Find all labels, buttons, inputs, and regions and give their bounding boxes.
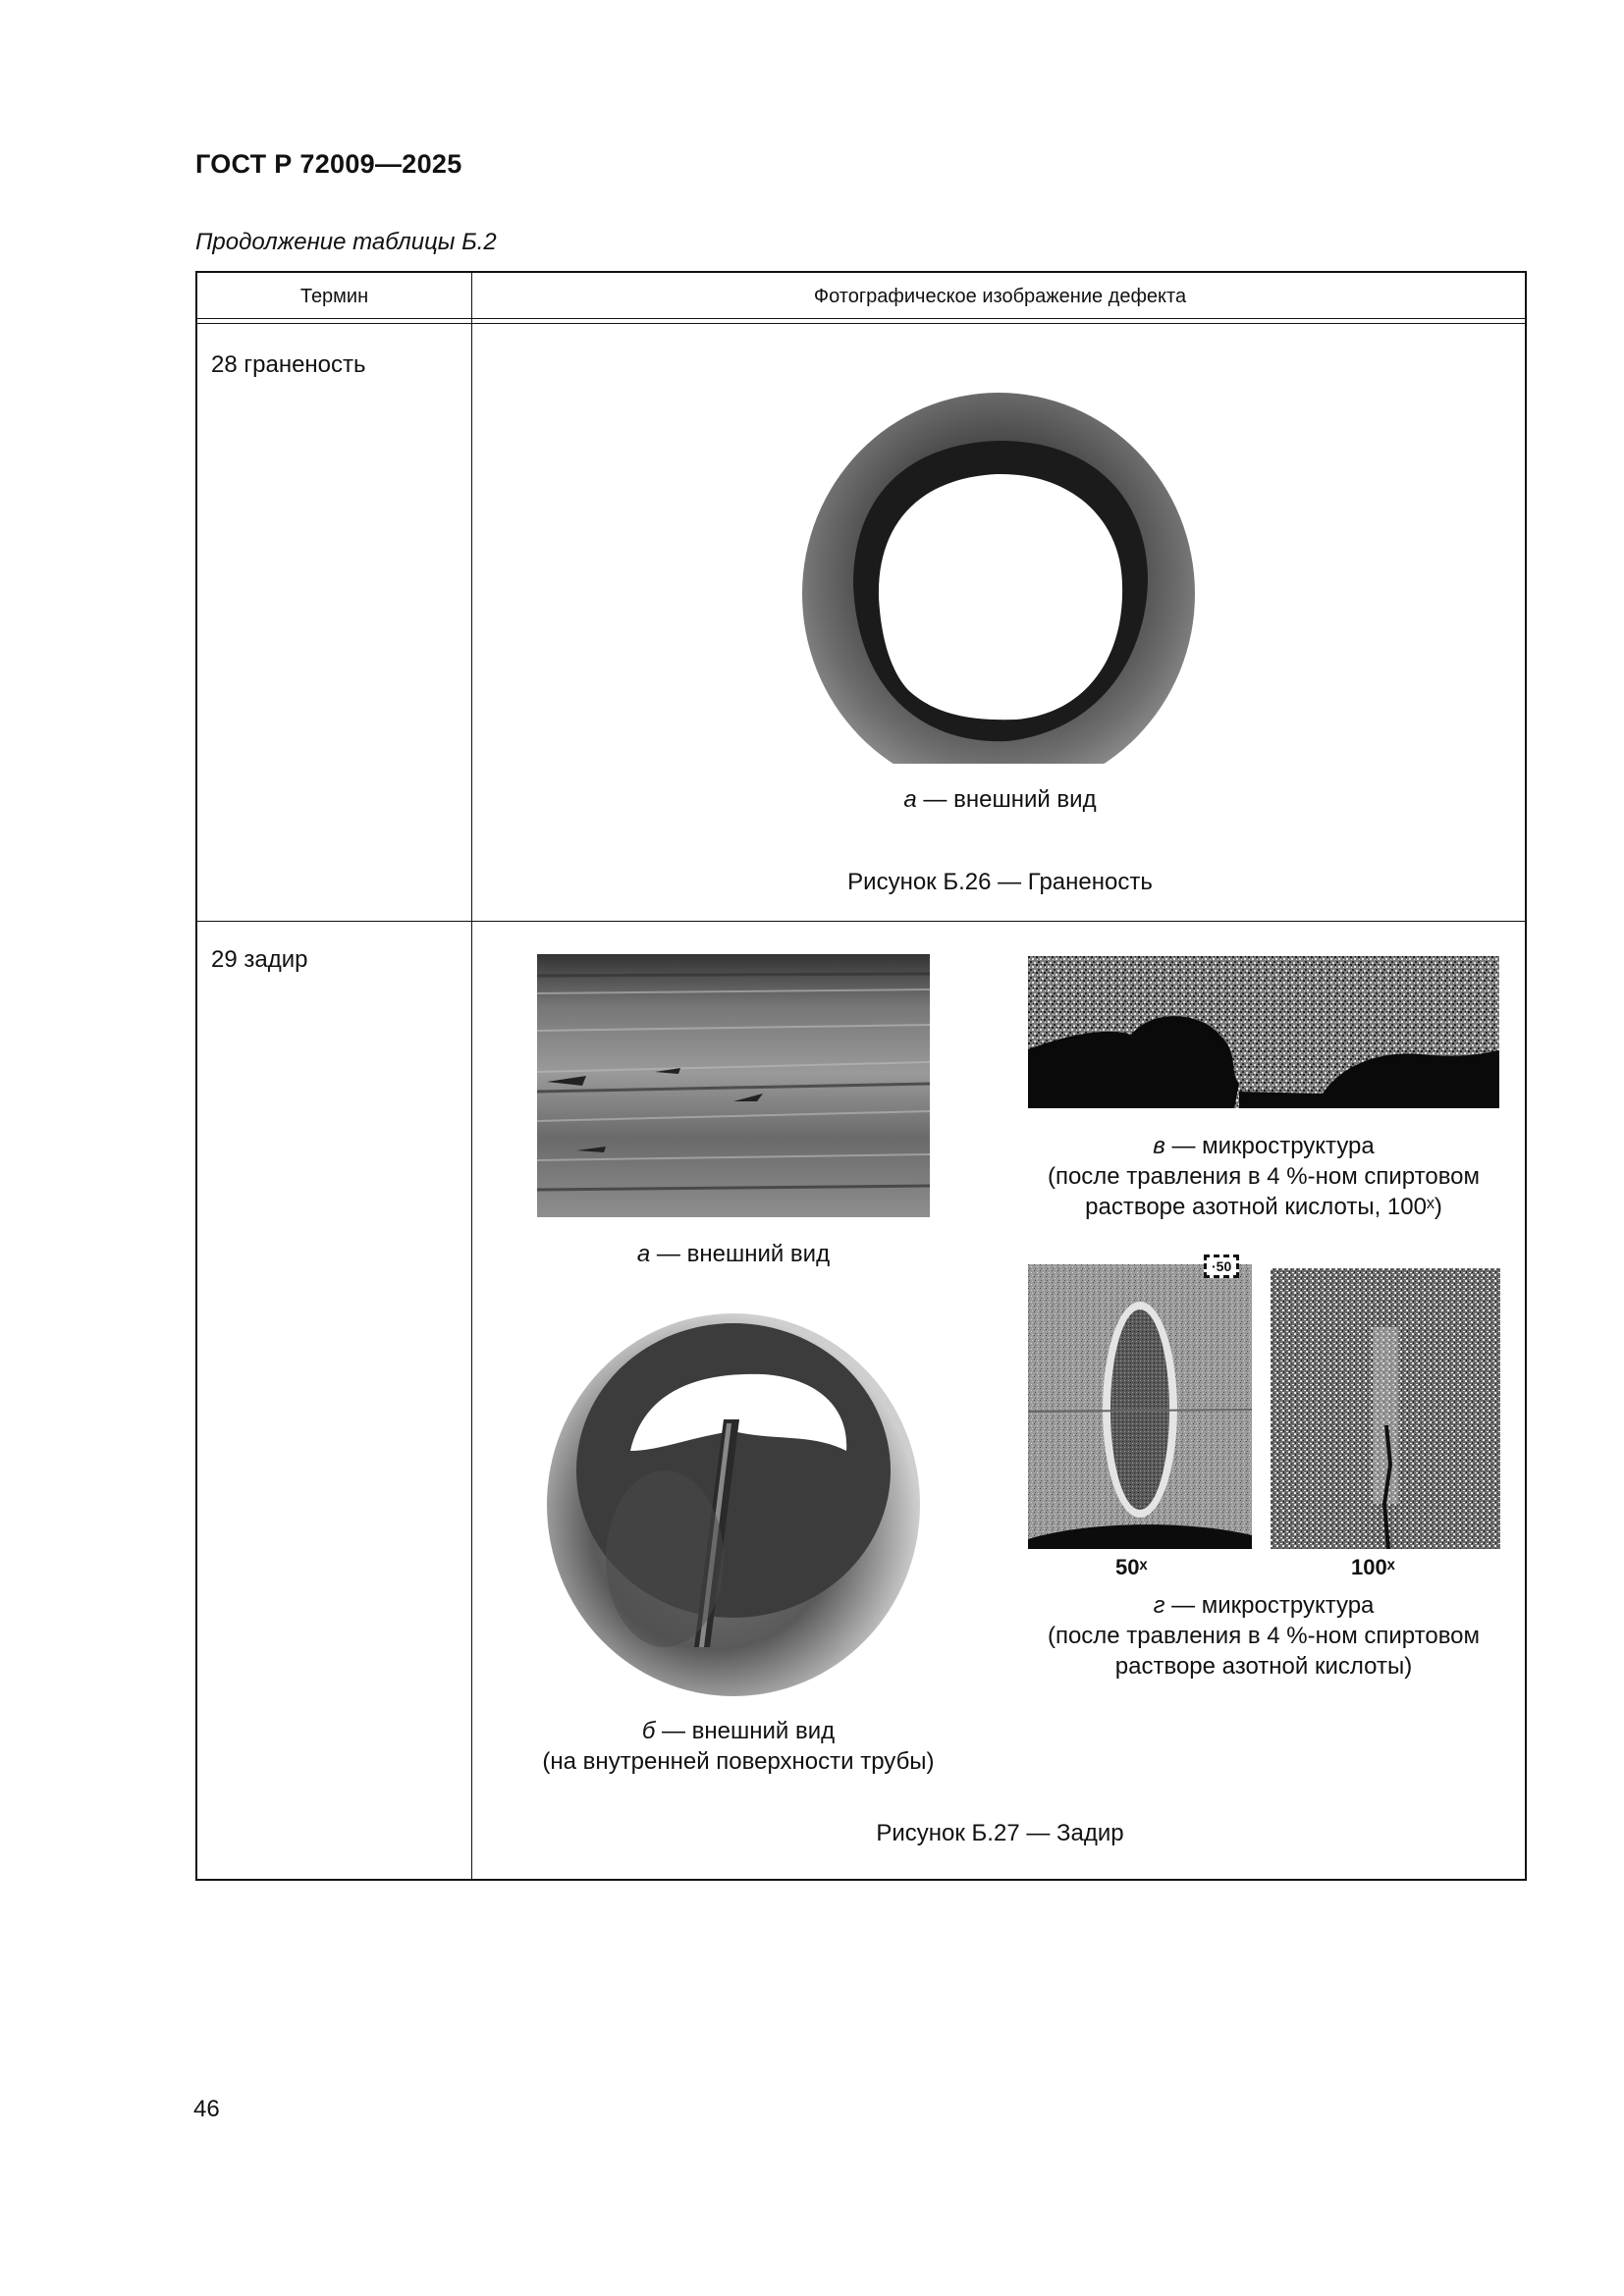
- caption-28-a: [473, 784, 1527, 815]
- header-divider-2: [197, 323, 1525, 324]
- photo-scoring-external-view: [537, 954, 930, 1217]
- caption-29-v-line1: [989, 1131, 1539, 1161]
- caption-letter: б: [641, 1718, 656, 1744]
- figure-b27-title: Рисунок Б.27 — Задир: [876, 1820, 1124, 1846]
- caption-text: — внешний вид: [650, 1241, 831, 1267]
- caption-29-g-line3: растворе азотной кислоты): [1114, 1653, 1413, 1680]
- caption-29-v: [989, 1131, 1539, 1222]
- column-header-photo: Фотографическое изображение дефекта: [813, 286, 1187, 307]
- caption-29-v-line2: (после травления в 4 %-ном спиртовом: [1047, 1163, 1481, 1190]
- photo-microstructure-g-100x: [1271, 1268, 1500, 1549]
- defects-table: [195, 271, 1527, 1881]
- caption-letter: а: [636, 1241, 651, 1267]
- document-header: ГОСТ Р 72009—2025: [195, 149, 462, 179]
- row-divider: [197, 921, 1525, 922]
- page-number: 46: [193, 2096, 220, 2122]
- figure-b26-title: Рисунок Б.26 — Граненость: [847, 869, 1153, 895]
- caption-text: — внешний вид: [916, 786, 1097, 813]
- caption-29-g-line1: [989, 1590, 1539, 1621]
- caption-29-b: [473, 1716, 1003, 1777]
- caption-letter: а: [903, 786, 917, 813]
- caption-text: — микроструктура: [1164, 1133, 1375, 1159]
- caption-letter: г: [1153, 1592, 1165, 1619]
- caption-29-g: [989, 1590, 1539, 1682]
- photo-scoring-inner-surface: [537, 1304, 930, 1696]
- caption-text: — внешний вид: [655, 1718, 836, 1744]
- caption-text: — микроструктура: [1164, 1592, 1375, 1619]
- caption-29-b-line1: [473, 1716, 1003, 1746]
- caption-letter: в: [1153, 1133, 1165, 1159]
- column-divider: [471, 273, 472, 1879]
- caption-29-v-line3: растворе азотной кислоты, 100ˣ): [1085, 1194, 1442, 1220]
- photo-microstructure-g-50x: [1028, 1264, 1252, 1549]
- header-divider: [197, 318, 1525, 319]
- magnification-100x: 100ˣ: [1351, 1555, 1395, 1579]
- caption-29-b-line2: (на внутренней поверхности трубы): [542, 1748, 935, 1775]
- magnification-50x: 50ˣ: [1115, 1555, 1148, 1579]
- table-caption: Продолжение таблицы Б.2: [195, 229, 497, 255]
- column-header-term: Термин: [299, 286, 369, 307]
- term-29: 29 задир: [211, 946, 308, 973]
- caption-29-a: [537, 1239, 930, 1269]
- photo-microstructure-v: [1028, 956, 1499, 1108]
- scale-marker: ·50: [1204, 1255, 1239, 1278]
- term-28: 28 граненость: [211, 351, 366, 378]
- photo-ring-external-view: [792, 376, 1205, 769]
- caption-29-g-line2: (после травления в 4 %-ном спиртовом: [1047, 1623, 1481, 1649]
